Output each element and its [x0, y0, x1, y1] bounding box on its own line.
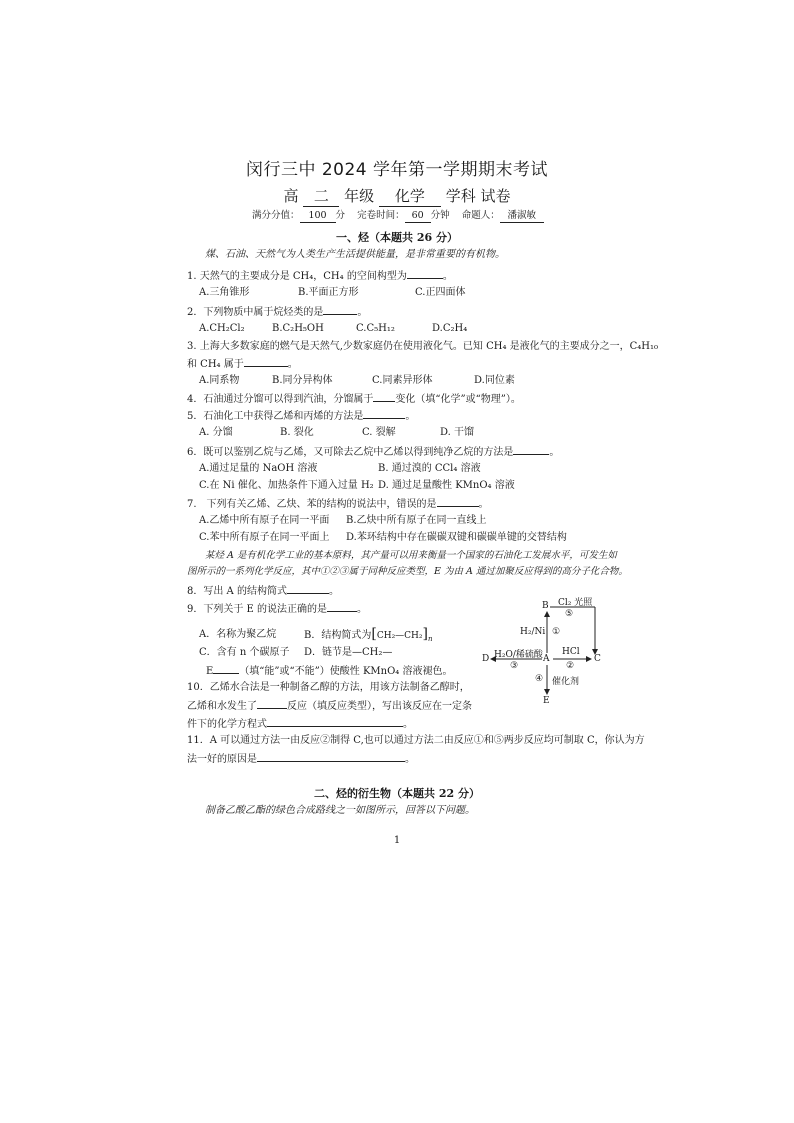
q6-opt-b: B. 通过溴的 CCl₄ 溶液 [378, 463, 481, 474]
label-hcl: HCl [562, 647, 580, 657]
q10-line3: 件下的化学方程式 。 [187, 716, 413, 731]
q7-opt-a: A.乙烯中所有原子在同一平面 [199, 515, 330, 526]
section1-intro: 煤、石油、天然气为人类生产生活提供能量，是非常重要的有机物。 [205, 249, 505, 260]
q9-e-label: E [206, 666, 214, 677]
q10-line2 [187, 698, 472, 713]
time-unit: 分钟 [430, 210, 450, 221]
score-value: 100 [300, 209, 336, 223]
node-c: C [594, 654, 601, 664]
q9-blank[interactable] [327, 601, 357, 612]
q7-opt-d: D.苯环结构中存在碳碳双键和碳碳单键的交替结构 [346, 532, 567, 543]
intro2-line1: 某烃 A 是有机化学工业的基本原料，其产量可以用来衡量一个国家的石油化工发展水平，可发生如 [205, 550, 617, 561]
q4-stem: 4．石油通过分馏可以得到汽油，分馏属于 [187, 394, 374, 405]
label-r5: ⑤ [565, 609, 574, 619]
score-label: 满分分值： [252, 210, 300, 221]
section2-intro: 制备乙酸乙酯的绿色合成路线之一如图所示，回答以下问题。 [205, 805, 475, 816]
q6-opt-c: C.在 Ni 催化、加热条件下通入过量 H₂ [199, 480, 374, 491]
q8: 8．写出 A 的结构简式 。 [187, 583, 339, 598]
q3-opt-d: D.同位素 [474, 375, 515, 386]
label-h2o-acid: H₂O/稀硫酸 [494, 650, 543, 660]
q3-line2: 和 CH₄ 属于 。 [187, 356, 298, 371]
q2-opt-b: B.C₂H₅OH [272, 323, 324, 334]
node-d: D [482, 654, 490, 664]
q6: 6．既可以鉴别乙烷与乙烯，又可除去乙烷中乙烯以得到纯净乙烷的方法是 。 [187, 444, 559, 459]
q10-blank1[interactable] [257, 698, 287, 709]
grade-value: 二 [303, 185, 339, 207]
q9-opt-b: B．结构简式为$[CH_2—CH_2]_n$ [304, 626, 433, 643]
q1-blank[interactable] [407, 268, 443, 279]
q5-opt-d: D. 干馏 [440, 427, 475, 438]
q8-stem: 8．写出 A 的结构简式 [187, 586, 287, 597]
q2-opt-c: C.C₅H₁₂ [356, 323, 395, 334]
node-e: E [543, 696, 550, 706]
q1-opt-c: C.正四面体 [415, 287, 466, 298]
node-a: A [543, 654, 550, 664]
q5-opt-c: C. 裂解 [362, 427, 396, 438]
q5: 5．石油化工中获得乙烯和丙烯的方法是 。 [187, 408, 415, 423]
subject-value: 化学 [379, 185, 441, 207]
q4-blank[interactable] [373, 391, 395, 402]
q6-opt-d: D. 通过足量酸性 KMnO₄ 溶液 [378, 480, 515, 491]
label-r1: ① [552, 627, 561, 637]
q9-opt-d: D．链节是—CH₂— [304, 647, 393, 658]
q3-stem: 和 CH₄ 属于 [187, 359, 244, 370]
q9-opt-c: C．含有 n 个碳原子 [199, 647, 290, 658]
grade-label: 年级 [344, 187, 375, 205]
q9-chain: CH₂—CH₂ [376, 631, 423, 641]
q3-opt-b: B.同分异构体 [272, 375, 333, 386]
label-r3: ③ [510, 661, 519, 671]
q3-opt-a: A.同系物 [199, 375, 240, 386]
q5-opt-b: B. 裂化 [280, 427, 314, 438]
q11-line2: 法一好的原因是 。 [187, 751, 415, 766]
exam-info-line [252, 209, 544, 223]
q10-line1: 10．乙烯水合法是一种制备乙醇的方法，用该方法制备乙醇时， [187, 682, 470, 693]
q9-e-line [206, 663, 452, 678]
page-number: 1 [393, 835, 401, 846]
exam-title: 闵行三中 2024 学年第一学期期末考试 [245, 160, 549, 180]
q11-l2: 法一好的原因是 [187, 754, 257, 765]
q9-stem: 9．下列关于 E 的说法正确的是 [187, 604, 328, 615]
q10-l2b: 反应（填反应类型），写出该反应在一定条 [287, 701, 472, 712]
q2-stem: 2．下列物质中属于烷烃类的是 [187, 307, 324, 318]
intro2-line2: 图所示的一系列化学反应，其中①②③属于同种反应类型，E 为由 A 通过加聚反应得到的高分子化合物。 [187, 566, 628, 577]
subject-label: 学科 试卷 [445, 187, 511, 205]
q1-stem: 1. 天然气的主要成分是 CH₄，CH₄ 的空间构型为 [187, 271, 407, 282]
score-unit: 分 [335, 210, 346, 221]
q2: 2．下列物质中属于烷烃类的是 。 [187, 304, 367, 319]
q2-opt-d: D.C₂H₄ [432, 323, 468, 334]
exam-subtitle [0, 185, 794, 207]
q9-e-blank[interactable] [213, 663, 239, 674]
q9-opt-a: A．名称为聚乙烷 [199, 629, 277, 640]
q6-opt-a: A.通过足量的 NaOH 溶液 [199, 463, 318, 474]
node-b: B [542, 601, 549, 611]
author-label: 命题人： [461, 210, 500, 221]
q9-subscript-n: n [427, 635, 433, 643]
q7-stem: 7. 下列有关乙烯、乙炔、苯的结构的说法中，错误的是 [187, 499, 437, 510]
q8-blank[interactable] [287, 583, 329, 594]
q2-opt-a: A.CH₂Cl₂ [199, 323, 245, 334]
q4 [187, 391, 521, 406]
label-r2: ② [566, 661, 575, 671]
time-value: 60 [405, 209, 431, 223]
q10-l2a: 乙烯和水发生了 [187, 701, 257, 712]
q6-blank[interactable] [513, 444, 549, 455]
label-h2-ni: H₂/Ni [520, 627, 546, 637]
q7: 7. 下列有关乙烯、乙炔、苯的结构的说法中，错误的是 。 [187, 496, 489, 511]
grade-prefix: 高 [283, 187, 299, 205]
q10-l3: 件下的化学方程式 [187, 719, 267, 730]
q7-opt-b: B.乙炔中所有原子在同一直线上 [346, 515, 487, 526]
author-value: 潘淑敏 [500, 209, 544, 223]
q3-line1: 3. 上海大多数家庭的燃气是天然气,少数家庭仍在使用液化气。已知 CH₄ 是液化气的主要成分之一，C₄H₁₀ [187, 341, 659, 352]
q9-opt-b-label: B．结构简式为 [304, 630, 372, 641]
q7-blank[interactable] [437, 496, 479, 507]
reaction-diagram [480, 595, 630, 715]
q1-opt-b: B.平面正方形 [298, 287, 359, 298]
q5-opt-a: A. 分馏 [199, 427, 233, 438]
q9-e-tail: （填“能”或“不能”）使酸性 KMnO₄ 溶液褪色。 [239, 666, 453, 677]
q5-stem: 5．石油化工中获得乙烯和丙烯的方法是 [187, 411, 364, 422]
section1-title: 一、烃（本题共 26 分） [336, 231, 458, 244]
q11-blank[interactable] [257, 751, 405, 762]
label-catalyst: 催化剂 [552, 677, 580, 687]
q9: 9．下列关于 E 的说法正确的是 。 [187, 601, 367, 616]
q6-stem: 6．既可以鉴别乙烷与乙烯，又可除去乙烷中乙烯以得到纯净乙烷的方法是 [187, 447, 514, 458]
q10-blank2[interactable] [267, 716, 403, 727]
q11-line1: 11．A 可以通过方法一由反应②制得 C,也可以通过方法二由反应①和⑤两步反应均可制取 C，你认为方 [187, 735, 645, 746]
q2-blank[interactable] [323, 304, 357, 315]
q1-opt-a: A.三角锥形 [199, 287, 250, 298]
q4-tail: 变化（填“化学”或“物理”）。 [395, 394, 521, 405]
q7-opt-c: C.苯中所有原子在同一平面上 [199, 532, 330, 543]
time-label: 完卷时间： [357, 210, 405, 221]
q3-blank[interactable] [244, 356, 288, 367]
section2-title: 二、烃的衍生物（本题共 22 分） [314, 787, 480, 800]
q3-opt-c: C.同素异形体 [372, 375, 433, 386]
q5-blank[interactable] [363, 408, 405, 419]
q1: 1. 天然气的主要成分是 CH₄，CH₄ 的空间构型为 。 [187, 268, 453, 283]
label-r4: ④ [535, 674, 544, 684]
label-cl2-light: Cl₂ 光照 [558, 598, 593, 608]
